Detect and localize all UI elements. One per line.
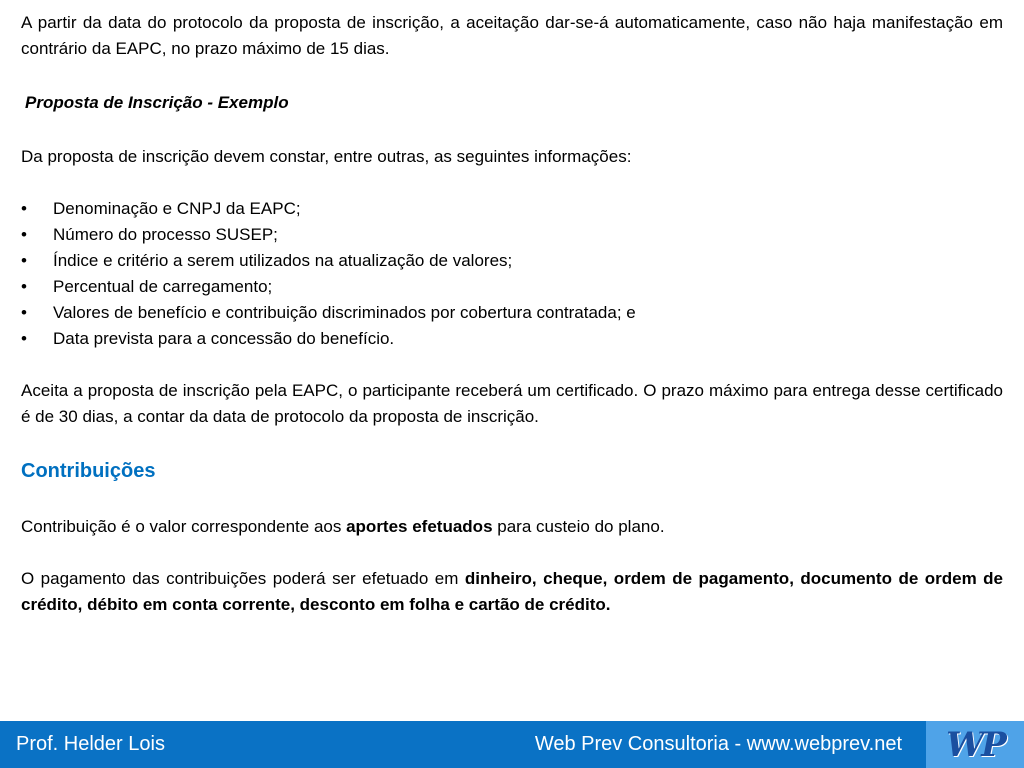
slide-content [21, 10, 1003, 618]
list-intro: Da proposta de inscrição devem constar, entre outras, as seguintes informações: [21, 147, 632, 166]
list-item [21, 248, 1003, 274]
list-item [21, 222, 1003, 248]
logo-text: WP [946, 724, 1004, 765]
author-name: Prof. Helder Lois [16, 733, 165, 755]
list-item-text: Data prevista para a concessão do benefício. [53, 329, 395, 348]
example-heading: Proposta de Inscrição - Exemplo [25, 93, 289, 112]
list-item-text: Valores de benefício e contribuição discriminados por cobertura contratada; e [53, 303, 636, 322]
webprev-logo [926, 721, 1024, 768]
section-title: Contribuições [21, 460, 156, 482]
bullet-icon: • [21, 277, 27, 296]
payment-methods: dinheiro, cheque, ordem de pagamento, documento de ordem de crédito, débito em conta corrente, desconto em folha e cartão de crédito. [21, 569, 1003, 614]
definition-paragraph [21, 514, 1003, 540]
info-list [21, 196, 1003, 352]
footer [0, 721, 1024, 768]
payment-text: O pagamento das contribuições poderá ser efetuado em [21, 569, 465, 588]
bullet-icon: • [21, 303, 27, 322]
list-item-text: Denominação e CNPJ da EAPC; [53, 199, 301, 218]
list-item [21, 196, 1003, 222]
bullet-icon: • [21, 329, 27, 348]
bullet-icon: • [21, 225, 27, 244]
list-item [21, 300, 1003, 326]
payment-paragraph [21, 566, 1003, 618]
company-website: Web Prev Consultoria - www.webprev.net [534, 733, 902, 755]
definition-emphasis: aportes efetuados [346, 517, 493, 536]
list-item [21, 274, 1003, 300]
footer-bar [0, 721, 926, 768]
definition-text-end: para custeio do plano. [492, 517, 665, 536]
list-item-text: Índice e critério a serem utilizados na atualização de valores; [53, 251, 513, 270]
list-item-text: Percentual de carregamento; [53, 277, 273, 296]
list-item [21, 326, 1003, 352]
bullet-icon: • [21, 199, 27, 218]
list-item-text: Número do processo SUSEP; [53, 225, 278, 244]
definition-text: Contribuição é o valor correspondente aos [21, 517, 347, 536]
bullet-icon: • [21, 251, 27, 270]
intro-paragraph: A partir da data do protocolo da proposta de inscrição, a aceitação dar-se-á automaticamente, caso não haja manifestação em contrário da EAPC, no prazo máximo de 15 dias. [21, 13, 1003, 58]
certificate-paragraph: Aceita a proposta de inscrição pela EAPC, o participante receberá um certificado. O prazo máximo para entrega desse certificado é de 30 dias, a contar da data de protocolo da proposta de inscrição. [21, 381, 1003, 426]
